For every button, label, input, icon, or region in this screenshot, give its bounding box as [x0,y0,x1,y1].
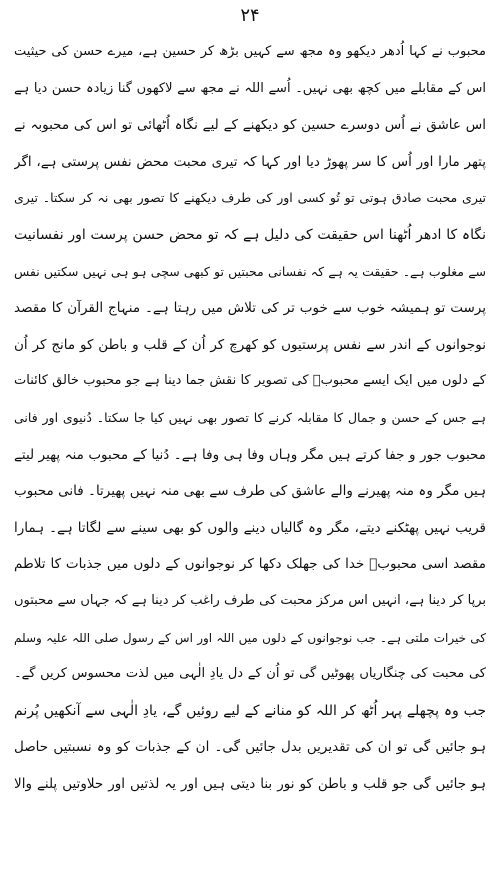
text-line-4: پتھر مارا اور اُس کا سر پھوڑ دیا اور کہا کہ تیری محبت محض نفس پرستی ہے، اگر [14,153,486,170]
text-line-16: برپا کر دینا ہے، انہیں اس مرکز محبت کی طرف راغب کر دینا ہے کہ جہاں سے محبتوں [14,592,486,608]
text-line-9: نوجوانوں کے اندر سے نفس پرستیوں کو کھرچ کر اُن کے قلب و باطن کو مانج کر اُن [14,336,486,353]
text-line-8: پرست تو ہمیشہ خوب سے خوب تر کی تلاش میں رہتا ہے۔ منہاج القرآن کا مقصد [14,300,486,317]
page-number: ۲۴ [240,5,260,26]
text-line-6: نگاہ کا ادھر اُٹھنا اس حقیقت کی دلیل ہے کہ تو محض حسن پرست اور نفسانیت [14,226,486,243]
text-line-1: محبوب نے کہا اُدھر دیکھو وہ مجھ سے کہیں بڑھ کر حسین ہے، میرے حسن کی حیثیت [14,44,486,59]
text-line-11: ہے جس کے حسن و جمال کا مقابلہ کرنے کا تصور بھی نہیں کیا جا سکتا۔ دُنیوی اور فانی [14,409,486,425]
text-line-2: اس کے مقابلے میں کچھ بھی نہیں۔ اُسے اللہ نے مجھ سے لاکھوں گنا زیادہ حسن دیا ہے [14,80,486,96]
text-line-14: قریب نہیں پھٹکنے دیتے، مگر وہ گالیاں دینے والوں کو بھی سینے سے لگاتا ہے۔ ہمارا [14,519,486,536]
body-text [14,34,486,802]
text-line-15: مقصد اسی محبوبؐ خدا کی جھلک دکھا کر نوجوانوں کے دلوں میں جذبات کا تلاطم [14,556,486,573]
text-line-13: ہیں مگر وہ منہ پھیرنے والے عاشق کی طرف سے بھی منہ نہیں پھیرتا۔ فانی محبوب [14,483,486,500]
text-line-19: جب وہ پچھلے پہر اُٹھ کر اللہ کو منانے کے لیے روئیں گے، یادِ الٰہی سے آنکھیں پُرنم [14,702,486,719]
text-line-17: کی خیرات ملتی ہے۔ جب نوجوانوں کے دلوں میں اللہ اور اس کے رسول صلی اللہ علیہ وسلم [14,630,486,645]
text-line-10: کے دلوں میں ایک ایسے محبوبؐ کی تصویر کا نقش جما دینا ہے جو محبوب خالق کائنات [14,373,486,389]
text-line-18: کی محبت کی چنگاریاں پھوٹیں گی تو اُن کے دل یادِ الٰہی میں لذت محسوس کریں گے۔ [14,666,486,682]
text-line-3: اس عاشق نے اُس دوسرے حسین کو دیکھنے کے لیے نگاہ اُٹھائی تو اس کی محبوبہ نے [14,117,486,134]
text-line-7: سے مغلوب ہے۔ حقیقت یہ ہے کہ نفسانی محبتیں تو کبھی سچی ہو ہی نہیں سکتیں نفس [14,263,486,279]
text-line-20: ہو جائیں گی تو ان کی تقدیریں بدل جائیں گی۔ ان کے جذبات کو وہ نسبتیں حاصل [14,739,486,756]
text-line-12: محبوب جور و جفا کرتے ہیں مگر وہاں وفا ہی وفا ہے۔ دُنیا کے محبوب منہ پھیر لیتے [14,446,486,463]
text-line-5: تیری محبت صادق ہوتی تو تُو کسی اور کی طرف دیکھنے کا تصور بھی نہ کر سکتا۔ تیری [14,190,486,206]
text-line-21: ہو جائیں گی جو قلب و باطن کو نور بنا دیتی ہیں اور یہ لذتیں اور حلاوتیں پلنے والا [14,775,486,792]
